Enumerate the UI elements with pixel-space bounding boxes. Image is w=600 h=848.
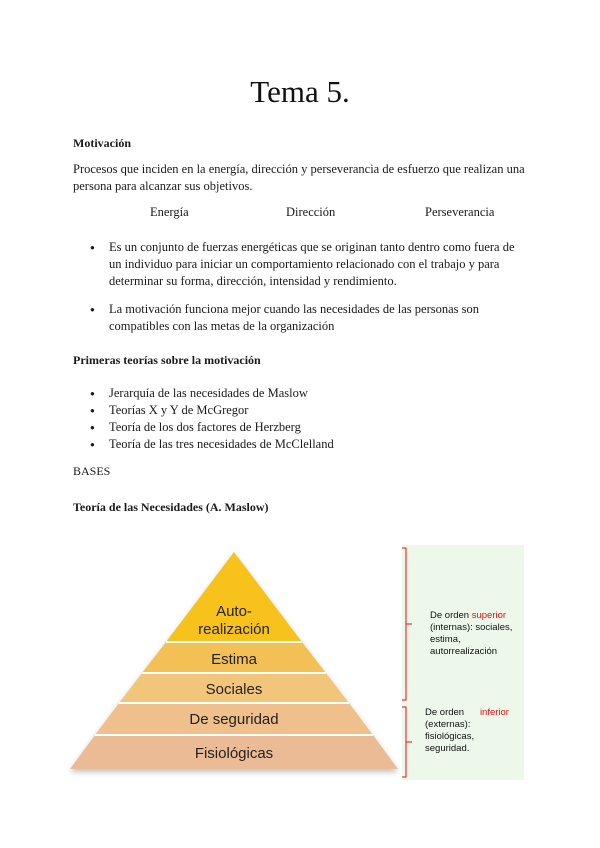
maslow-pyramid <box>66 548 406 778</box>
level-label-self-actualization-2: realización <box>198 621 270 638</box>
inferior-highlight: inferior <box>479 707 509 718</box>
level-label-safety: De seguridad <box>189 711 279 728</box>
list-item: ● Teoría de las tres necesidades de McClelland <box>90 436 530 453</box>
list-item: ● Teoría de los dos factores de Herzberg <box>90 419 530 436</box>
superior-note: De orden superior (internas): sociales, estima, autorrealización <box>430 610 513 657</box>
motivation-bullets <box>90 239 530 335</box>
inferior-note: De orden inferior (externas): fisiológicas, seguridad. <box>425 707 509 754</box>
list-item: ● Es un conjunto de fuerzas energéticas que se originan tanto dentro como fuera de un individuo para iniciar un comportamiento relacionado con el trabajo y para determinar su forma, dirección, intensidad y rendimiento. <box>90 239 530 290</box>
bases-label: BASES <box>73 464 111 478</box>
maslow-heading: Teoría de las Necesidades (A. Maslow) <box>73 500 269 514</box>
level-label-social: Sociales <box>205 681 263 698</box>
list-item: ● Jerarquía de las necesidades de Maslow <box>90 385 530 402</box>
list-item: ● La motivación funciona mejor cuando las necesidades de las personas son compatibles con las metas de la organización <box>90 301 530 335</box>
triad-direction: Dirección <box>286 205 336 219</box>
triad-energy: Energía <box>150 205 189 219</box>
level-label-physiological: Fisiológicas <box>194 745 274 762</box>
page-title: Tema 5. <box>250 74 350 109</box>
motivation-definition: Procesos que inciden en la energía, dirección y perseverancia de esfuerzo que realizan una persona para alcanzar sus objetivos. <box>73 162 525 193</box>
early-theories-heading: Primeras teorías sobre la motivación <box>73 353 261 367</box>
superior-highlight: superior <box>471 610 507 621</box>
triad-perseverance: Perseverancia <box>425 205 495 219</box>
level-label-esteem: Estima <box>211 651 257 668</box>
level-label-self-actualization-1: Auto- <box>216 603 252 620</box>
theories-list <box>90 385 530 453</box>
list-item: ● Teorías X y Y de McGregor <box>90 402 530 419</box>
red-brackets <box>396 545 416 780</box>
motivation-heading: Motivación <box>73 136 131 150</box>
